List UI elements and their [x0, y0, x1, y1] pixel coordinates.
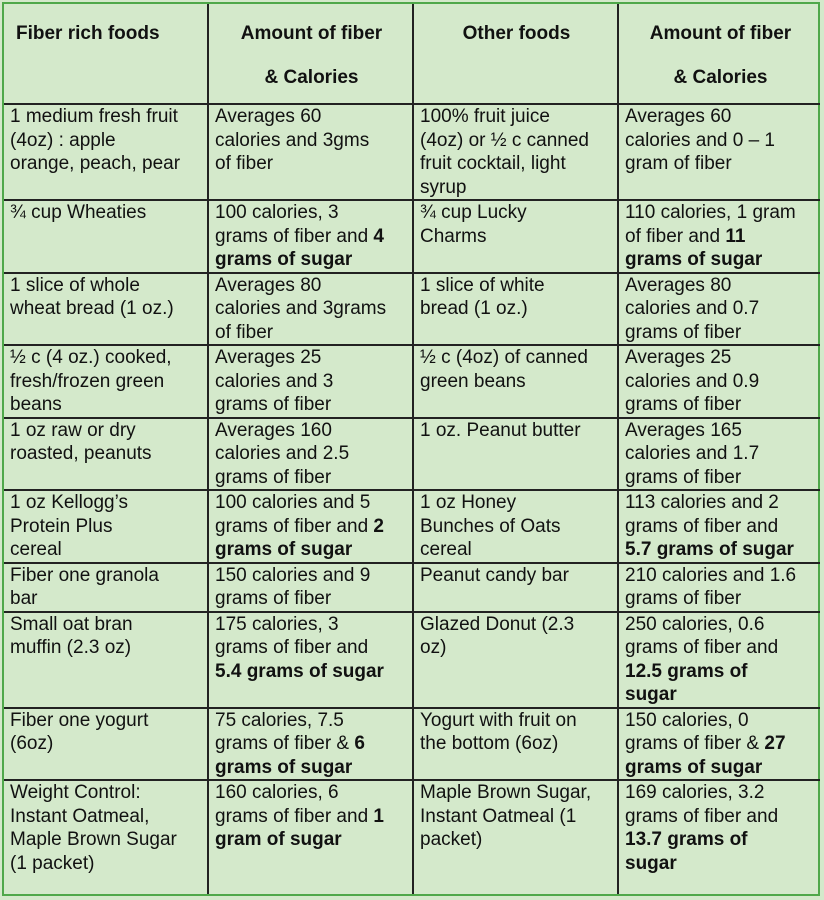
- other-amount-cell: Averages 60 calories and 0 – 1 gram of fiber: [618, 104, 820, 200]
- other-food-cell: Glazed Donut (2.3 oz): [413, 612, 618, 708]
- fiber-amount-cell: Averages 160 calories and 2.5 grams of fiber: [208, 418, 413, 491]
- fiber-amount-cell: Averages 80 calories and 3grams of fiber: [208, 273, 413, 346]
- fiber-food-cell: 1 oz Kellogg’s Protein Plus cereal: [4, 490, 208, 563]
- table-row: [4, 104, 820, 200]
- other-amount-cell: 110 calories, 1 gram of fiber and 11 grams of sugar: [618, 200, 820, 273]
- table-row: [4, 418, 820, 491]
- fiber-food-cell: 1 medium fresh fruit (4oz) : apple orange, peach, pear: [4, 104, 208, 200]
- fiber-amount-cell: 175 calories, 3 grams of fiber and 5.4 grams of sugar: [208, 612, 413, 708]
- fiber-amount-cell: 150 calories and 9 grams of fiber: [208, 563, 413, 612]
- fiber-amount-cell: 160 calories, 6 grams of fiber and 1 gram of sugar: [208, 780, 413, 894]
- table-row: [4, 612, 820, 708]
- other-food-cell: 1 oz Honey Bunches of Oats cereal: [413, 490, 618, 563]
- other-amount-cell: 113 calories and 2 grams of fiber and 5.7 grams of sugar: [618, 490, 820, 563]
- table-row: [4, 273, 820, 346]
- table-row: [4, 708, 820, 781]
- header-amount-of-fiber-2: Amount of fiber & Calories: [618, 4, 820, 104]
- other-food-cell: 1 slice of white bread (1 oz.): [413, 273, 618, 346]
- header-amount-of-fiber-1: Amount of fiber & Calories: [208, 4, 413, 104]
- other-amount-cell: Averages 25 calories and 0.9 grams of fiber: [618, 345, 820, 418]
- fiber-amount-cell: Averages 25 calories and 3 grams of fiber: [208, 345, 413, 418]
- header-other-foods: Other foods: [413, 4, 618, 104]
- other-food-cell: Peanut candy bar: [413, 563, 618, 612]
- other-amount-cell: 150 calories, 0 grams of fiber & 27 grams of sugar: [618, 708, 820, 781]
- table-row: [4, 490, 820, 563]
- table-row: [4, 563, 820, 612]
- other-food-cell: 1 oz. Peanut butter: [413, 418, 618, 491]
- other-amount-cell: 250 calories, 0.6 grams of fiber and 12.5 grams of sugar: [618, 612, 820, 708]
- header-row: [4, 4, 820, 104]
- fiber-comparison-table: [4, 4, 820, 894]
- fiber-food-cell: ½ c (4 oz.) cooked, fresh/frozen green beans: [4, 345, 208, 418]
- other-food-cell: Maple Brown Sugar, Instant Oatmeal (1 packet): [413, 780, 618, 894]
- other-food-cell: ¾ cup Lucky Charms: [413, 200, 618, 273]
- other-amount-cell: Averages 165 calories and 1.7 grams of fiber: [618, 418, 820, 491]
- other-amount-cell: 169 calories, 3.2 grams of fiber and 13.7 grams of sugar: [618, 780, 820, 894]
- fiber-amount-cell: Averages 60 calories and 3gms of fiber: [208, 104, 413, 200]
- table-row: [4, 345, 820, 418]
- other-food-cell: ½ c (4oz) of canned green beans: [413, 345, 618, 418]
- fiber-food-cell: 1 slice of whole wheat bread (1 oz.): [4, 273, 208, 346]
- fiber-food-cell: ¾ cup Wheaties: [4, 200, 208, 273]
- fiber-food-cell: 1 oz raw or dry roasted, peanuts: [4, 418, 208, 491]
- other-food-cell: 100% fruit juice (4oz) or ½ c canned fruit cocktail, light syrup: [413, 104, 618, 200]
- other-amount-cell: 210 calories and 1.6 grams of fiber: [618, 563, 820, 612]
- fiber-food-cell: Fiber one granola bar: [4, 563, 208, 612]
- fiber-food-cell: Small oat bran muffin (2.3 oz): [4, 612, 208, 708]
- fiber-amount-cell: 75 calories, 7.5 grams of fiber & 6 grams of sugar: [208, 708, 413, 781]
- fiber-food-cell: Fiber one yogurt (6oz): [4, 708, 208, 781]
- other-amount-cell: Averages 80 calories and 0.7 grams of fiber: [618, 273, 820, 346]
- header-fiber-rich-foods: Fiber rich foods: [4, 4, 208, 104]
- fiber-food-cell: Weight Control: Instant Oatmeal, Maple Brown Sugar (1 packet): [4, 780, 208, 894]
- table-row: [4, 200, 820, 273]
- fiber-amount-cell: 100 calories, 3 grams of fiber and 4 grams of sugar: [208, 200, 413, 273]
- table-row: [4, 780, 820, 894]
- fiber-amount-cell: 100 calories and 5 grams of fiber and 2 grams of sugar: [208, 490, 413, 563]
- other-food-cell: Yogurt with fruit on the bottom (6oz): [413, 708, 618, 781]
